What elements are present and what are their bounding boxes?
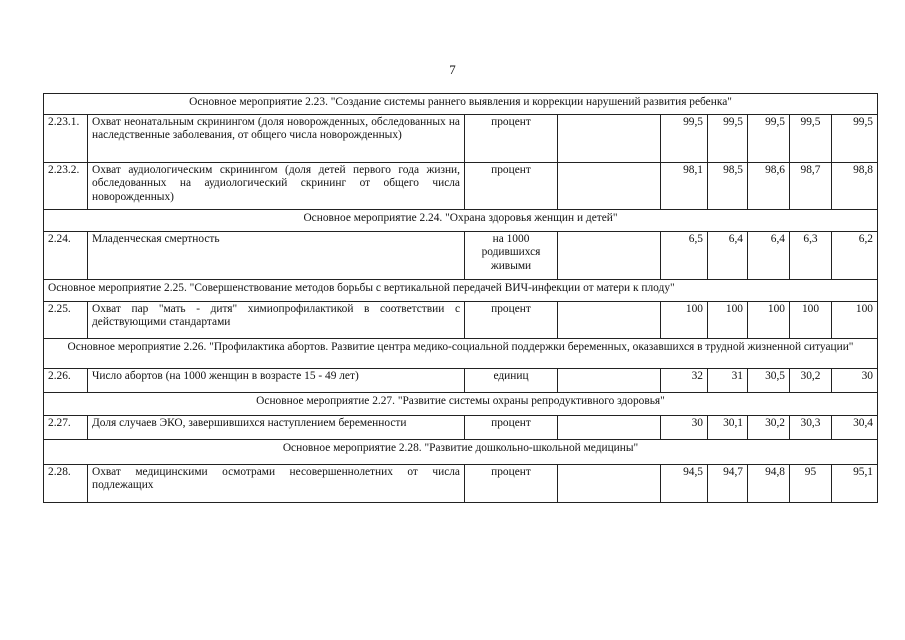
value-cell: 100: [661, 301, 708, 338]
value-cell: 30,2: [748, 415, 790, 439]
value-cell: 98,1: [661, 162, 708, 209]
blank-cell: [558, 464, 661, 502]
value-cell: 95: [790, 464, 832, 502]
table-body: [44, 94, 878, 503]
section-title: Основное мероприятие 2.28. "Развитие дошкольно-школьной медицины": [44, 439, 878, 464]
section-title: Основное мероприятие 2.24. "Охрана здоровья женщин и детей": [44, 209, 878, 231]
table-row: [44, 368, 878, 392]
section-row: [44, 338, 878, 368]
value-cell: 100: [708, 301, 748, 338]
unit-of-measure: процент: [465, 464, 558, 502]
indicator-name: Младенческая смертность: [88, 231, 465, 279]
blank-cell: [558, 162, 661, 209]
indicators-table: [43, 93, 878, 503]
indicator-name: Охват пар "мать - дитя" химиопрофилактикой в соответствии с действующими стандартами: [88, 301, 465, 338]
unit-of-measure: на 1000 родившихся живыми: [465, 231, 558, 279]
value-cell: 99,5: [708, 114, 748, 162]
section-row: [44, 279, 878, 301]
value-cell: 98,7: [790, 162, 832, 209]
value-cell: 30: [661, 415, 708, 439]
section-row: [44, 439, 878, 464]
value-cell: 98,5: [708, 162, 748, 209]
value-cell: 100: [748, 301, 790, 338]
value-cell: 30,4: [832, 415, 878, 439]
blank-cell: [558, 368, 661, 392]
value-cell: 32: [661, 368, 708, 392]
value-cell: 6,4: [748, 231, 790, 279]
row-number: 2.23.1.: [44, 114, 88, 162]
indicator-name: Охват аудиологическим скринингом (доля детей первого года жизни, обследованных на аудиологический скрининг от общего числа новорожденных): [88, 162, 465, 209]
value-cell: 99,5: [832, 114, 878, 162]
value-cell: 98,6: [748, 162, 790, 209]
blank-cell: [558, 415, 661, 439]
table-row: [44, 464, 878, 502]
value-cell: 6,2: [832, 231, 878, 279]
table-row: [44, 231, 878, 279]
value-cell: 98,8: [832, 162, 878, 209]
section-row: [44, 209, 878, 231]
table-row: [44, 114, 878, 162]
blank-cell: [558, 114, 661, 162]
table-row: [44, 415, 878, 439]
value-cell: 30,3: [790, 415, 832, 439]
indicator-name: Число абортов (на 1000 женщин в возрасте 15 - 49 лет): [88, 368, 465, 392]
value-cell: 95,1: [832, 464, 878, 502]
section-title: Основное мероприятие 2.27. "Развитие системы охраны репродуктивного здоровья": [44, 392, 878, 415]
table-row: [44, 162, 878, 209]
row-number: 2.28.: [44, 464, 88, 502]
value-cell: 100: [832, 301, 878, 338]
page-number: 7: [449, 62, 456, 77]
indicator-name: Охват медицинскими осмотрами несовершеннолетних от числа подлежащих: [88, 464, 465, 502]
table-row: [44, 301, 878, 338]
unit-of-measure: процент: [465, 162, 558, 209]
blank-cell: [558, 231, 661, 279]
section-title: Основное мероприятие 2.26. "Профилактика абортов. Развитие центра медико-социальной поддержки беременных, оказавшихся в трудной жизненной ситуации": [44, 338, 878, 368]
section-row: [44, 392, 878, 415]
unit-of-measure: процент: [465, 114, 558, 162]
row-number: 2.27.: [44, 415, 88, 439]
value-cell: 100: [790, 301, 832, 338]
row-number: 2.24.: [44, 231, 88, 279]
value-cell: 99,5: [748, 114, 790, 162]
section-title: Основное мероприятие 2.23. "Создание системы раннего выявления и коррекции нарушений развития ребенка": [44, 94, 878, 115]
value-cell: 99,5: [790, 114, 832, 162]
value-cell: 31: [708, 368, 748, 392]
indicator-name: Доля случаев ЭКО, завершившихся наступлением беременности: [88, 415, 465, 439]
value-cell: 99,5: [661, 114, 708, 162]
value-cell: 30,5: [748, 368, 790, 392]
value-cell: 6,5: [661, 231, 708, 279]
indicator-name: Охват неонатальным скринингом (доля новорожденных, обследованных на наследственные заболевания, от общего числа новорожденных): [88, 114, 465, 162]
value-cell: 94,5: [661, 464, 708, 502]
value-cell: 30,2: [790, 368, 832, 392]
unit-of-measure: процент: [465, 301, 558, 338]
row-number: 2.23.2.: [44, 162, 88, 209]
value-cell: 94,7: [708, 464, 748, 502]
section-title: Основное мероприятие 2.25. "Совершенствование методов борьбы с вертикальной передачей ВИЧ-инфекции от матери к плоду": [44, 279, 878, 301]
row-number: 2.26.: [44, 368, 88, 392]
value-cell: 94,8: [748, 464, 790, 502]
row-number: 2.25.: [44, 301, 88, 338]
value-cell: 30: [832, 368, 878, 392]
blank-cell: [558, 301, 661, 338]
value-cell: 6,4: [708, 231, 748, 279]
section-row: [44, 94, 878, 115]
unit-of-measure: единиц: [465, 368, 558, 392]
value-cell: 30,1: [708, 415, 748, 439]
value-cell: 6,3: [790, 231, 832, 279]
unit-of-measure: процент: [465, 415, 558, 439]
